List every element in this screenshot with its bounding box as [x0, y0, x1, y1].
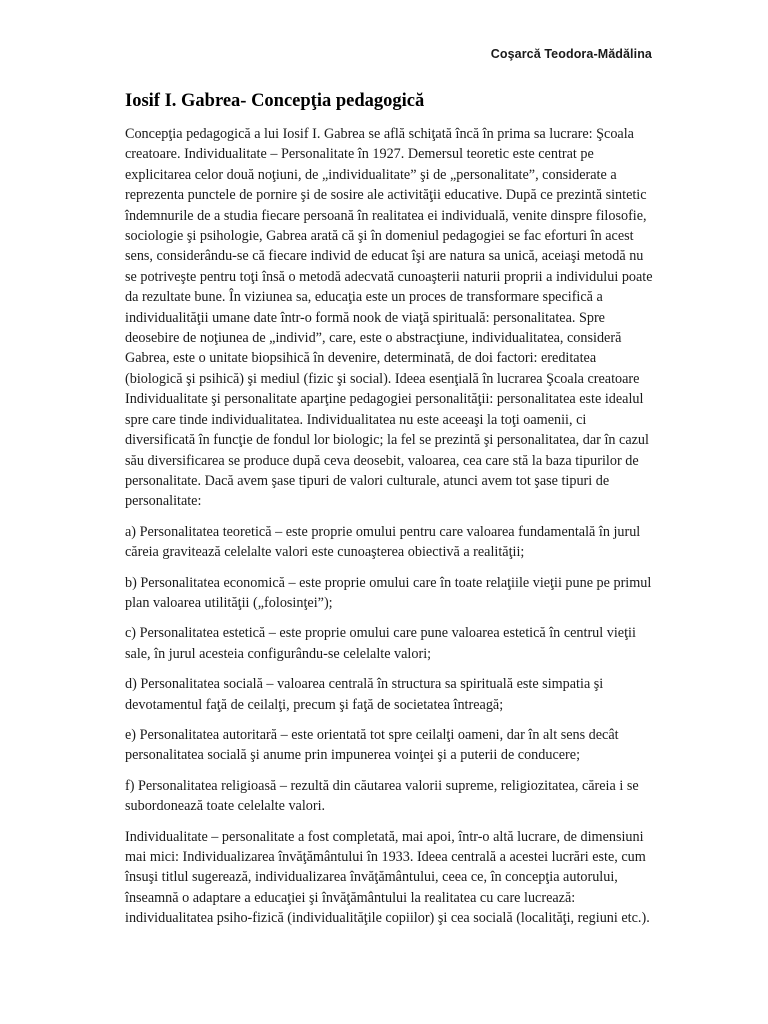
- personality-type-religious: f) Personalitatea religioasă – rezultă din căutarea valorii supreme, religiozitatea, căreia i se subordonează toate celelalte valori.: [125, 777, 639, 815]
- personality-type-authoritarian: e) Personalitatea autoritară – este orientată tot spre ceilalţi oameni, dar în alt sens decât personalitatea socială şi anume prin impunerea voinţei şi a puterii de conducere;: [125, 726, 619, 764]
- author-name: Coşarcă Teodora-Mădălina: [490, 47, 652, 61]
- personality-type-theoretical: a) Personalitatea teoretică – este proprie omului pentru care valoarea fundamentală în jurul căreia gravitează celelalte valori este cunoaşterea obiectivă a realităţii;: [125, 523, 641, 561]
- intro-paragraph: Concepţia pedagogică a lui Iosif I. Gabrea se află schiţată încă în prima sa lucrare: Şcoala creatoare. Individualitate – Personalitate în 1927. Demersul teoretic este centrat pe explicitarea celor două noţiuni, de „individualitate” şi de „personalitate”, considerate a reprezenta punctele de pornire şi de sosire ale activităţii educative. După ce prezintă sintetic îndemnurile de a studia fiecare persoană în realitatea ei individuală, venite dinspre filosofie, sociologie şi psihologie, Gabrea arată că şi în domeniul pedagogiei se fac eforturi în acest sens, considerându-se că fiecare individ de educat îşi are natura sa unică, aceiaşi metodă nu se potriveşte pentru toţi însă o metodă adecvată cunoaşterii naturii proprii a individului poate da rezultate bune. În viziunea sa, educaţia este un proces de transformare specifică a individualităţii umane date într-o formă nook de viaţă spirituală: personalitatea. Spre deosebire de noţiunea de „individ”, care, este o abstracţiune, individualitatea, consideră Gabrea, este o unitate biopsihică în devenire, determinată, de doi factori: ereditatea (biologică şi psihică) şi mediul (fizic şi social). Ideea esenţială în lucrarea Şcoala creatoare Individualitate şi personalitate aparţine pedagogiei personalităţii: personalitatea este idealul spre care tinde individualitatea. Individualitatea nu este aceeaşi la toţi oamenii, ci diversificată în funcţie de fondul lor biologic; la fel se prezintă şi personalitatea, dar în cazul său diversificarea se produce după ceva deosebit, valoarea, cea care stă la baza tipurilor de personalitate. Dacă avem şase tipuri de valori culturale, atunci avem tot şase tipuri de personalitate:: [125, 126, 653, 510]
- personality-type-social: d) Personalitatea socială – valoarea centrală în structura sa spirituală este simpatia şi devotamentul faţă de ceilalţi, precum şi faţă de societatea întreagă;: [125, 676, 604, 713]
- document-body: [125, 124, 653, 929]
- document-title: Iosif I. Gabrea- Concepţia pedagogică: [125, 91, 425, 111]
- personality-type-aesthetic: c) Personalitatea estetică – este proprie omului care pune valoarea estetică în centrul vieţii sale, în jurul acesteia configurându-se celelalte valori;: [125, 625, 636, 662]
- personality-type-economic: b) Personalitatea economică – este proprie omului care în toate relaţiile vieţii pune pe primul plan valoarea utilităţii („folosinţei”);: [125, 574, 652, 611]
- final-paragraph: Individualitate – personalitate a fost completată, mai apoi, într-o altă lucrare, de dimensiuni mai mici: Individualizarea învăţământului în 1933. Ideea centrală a acestei lucrări este, cum însuşi titlul sugerează, individualizarea învăţământului, ceea ce, în concepţia autorului, înseamnă o adaptare a educaţiei şi învăţământului la realitatea cu care lucrează: individualitatea psiho-fizică (individualităţile copiilor) şi cea socială (localităţi, regiuni etc.).: [125, 828, 650, 927]
